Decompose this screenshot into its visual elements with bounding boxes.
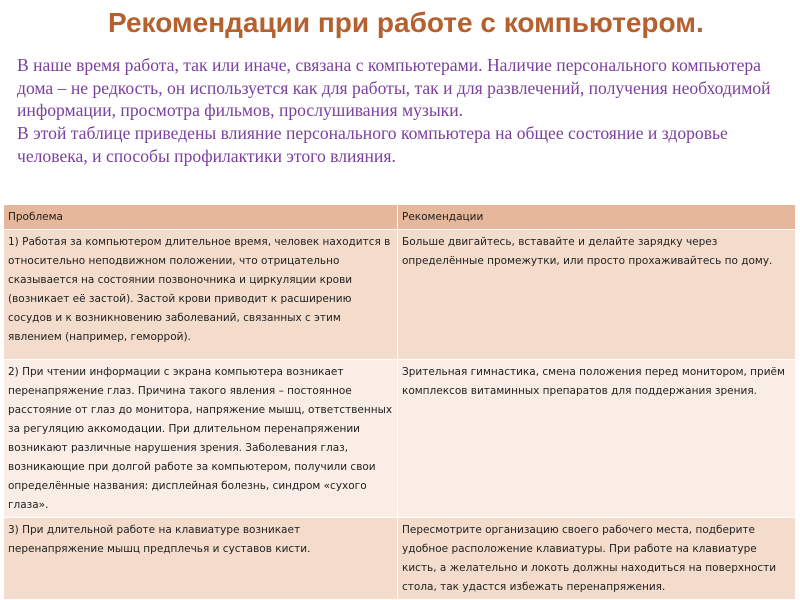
table-row	[4, 518, 796, 600]
intro-paragraph: В наше время работа, так или иначе, связана с компьютерами. Наличие персонального компьютера дома – не редкость, он используется как для работы, так и для развлечений, получения необходимой информации, просмотра фильмов, прослушивания музыки.	[17, 55, 771, 121]
table-row	[4, 360, 796, 518]
slide-title: Рекомендации при работе с компьютером.	[108, 7, 704, 38]
recommendation-cell: Больше двигайтесь, вставайте и делайте зарядку через определённые промежутки, или просто прохаживайтесь по дому.	[398, 230, 796, 360]
recommendation-cell: Пересмотрите организацию своего рабочего места, подберите удобное расположение клавиатуры. При работе на клавиатуре кисть, а желательно и локоть должны находиться на поверхности стола, так удастся избежать перенапряжения.	[398, 518, 796, 600]
problem-cell: 3) При длительной работе на клавиатуре возникает перенапряжение мышц предплечья и суставов кисти.	[4, 518, 398, 600]
intro-paragraph: В этой таблице приведены влияние персонального компьютера на общее состояние и здоровье человека, и способы профилактики этого влияния.	[17, 123, 728, 166]
recommendation-cell: Зрительная гимнастика, смена положения перед монитором, приём комплексов витаминных препаратов для поддержания зрения.	[398, 360, 796, 518]
problem-cell: 2) При чтении информации с экрана компьютера возникает перенапряжение глаз. Причина такого явления – постоянное расстояние от глаз до монитора, напряжение мышц, ответственных за регуляцию аккомодации. При длительном перенапряжении возникают различные нарушения зрения. Заболевания глаз, возникающие при долгой работе за компьютером, получили свои определённые названия: дисплейная болезнь, синдром «сухого глаза».	[4, 360, 398, 518]
problem-cell: 1) Работая за компьютером длительное время, человек находится в относительно неподвижном положении, что отрицательно сказывается на состоянии позвоночника и циркуляции крови (возникает её застой). Застой крови приводит к расширению сосудов и к возникновению заболеваний, связанных с этим явлением (например, геморрой).	[4, 230, 398, 360]
column-header-recommendation: Рекомендации	[398, 205, 796, 230]
table-row	[4, 230, 796, 360]
recommendations-table	[3, 204, 796, 600]
intro-text	[17, 54, 789, 168]
column-header-problem: Проблема	[4, 205, 398, 230]
table-header-row	[4, 205, 796, 230]
